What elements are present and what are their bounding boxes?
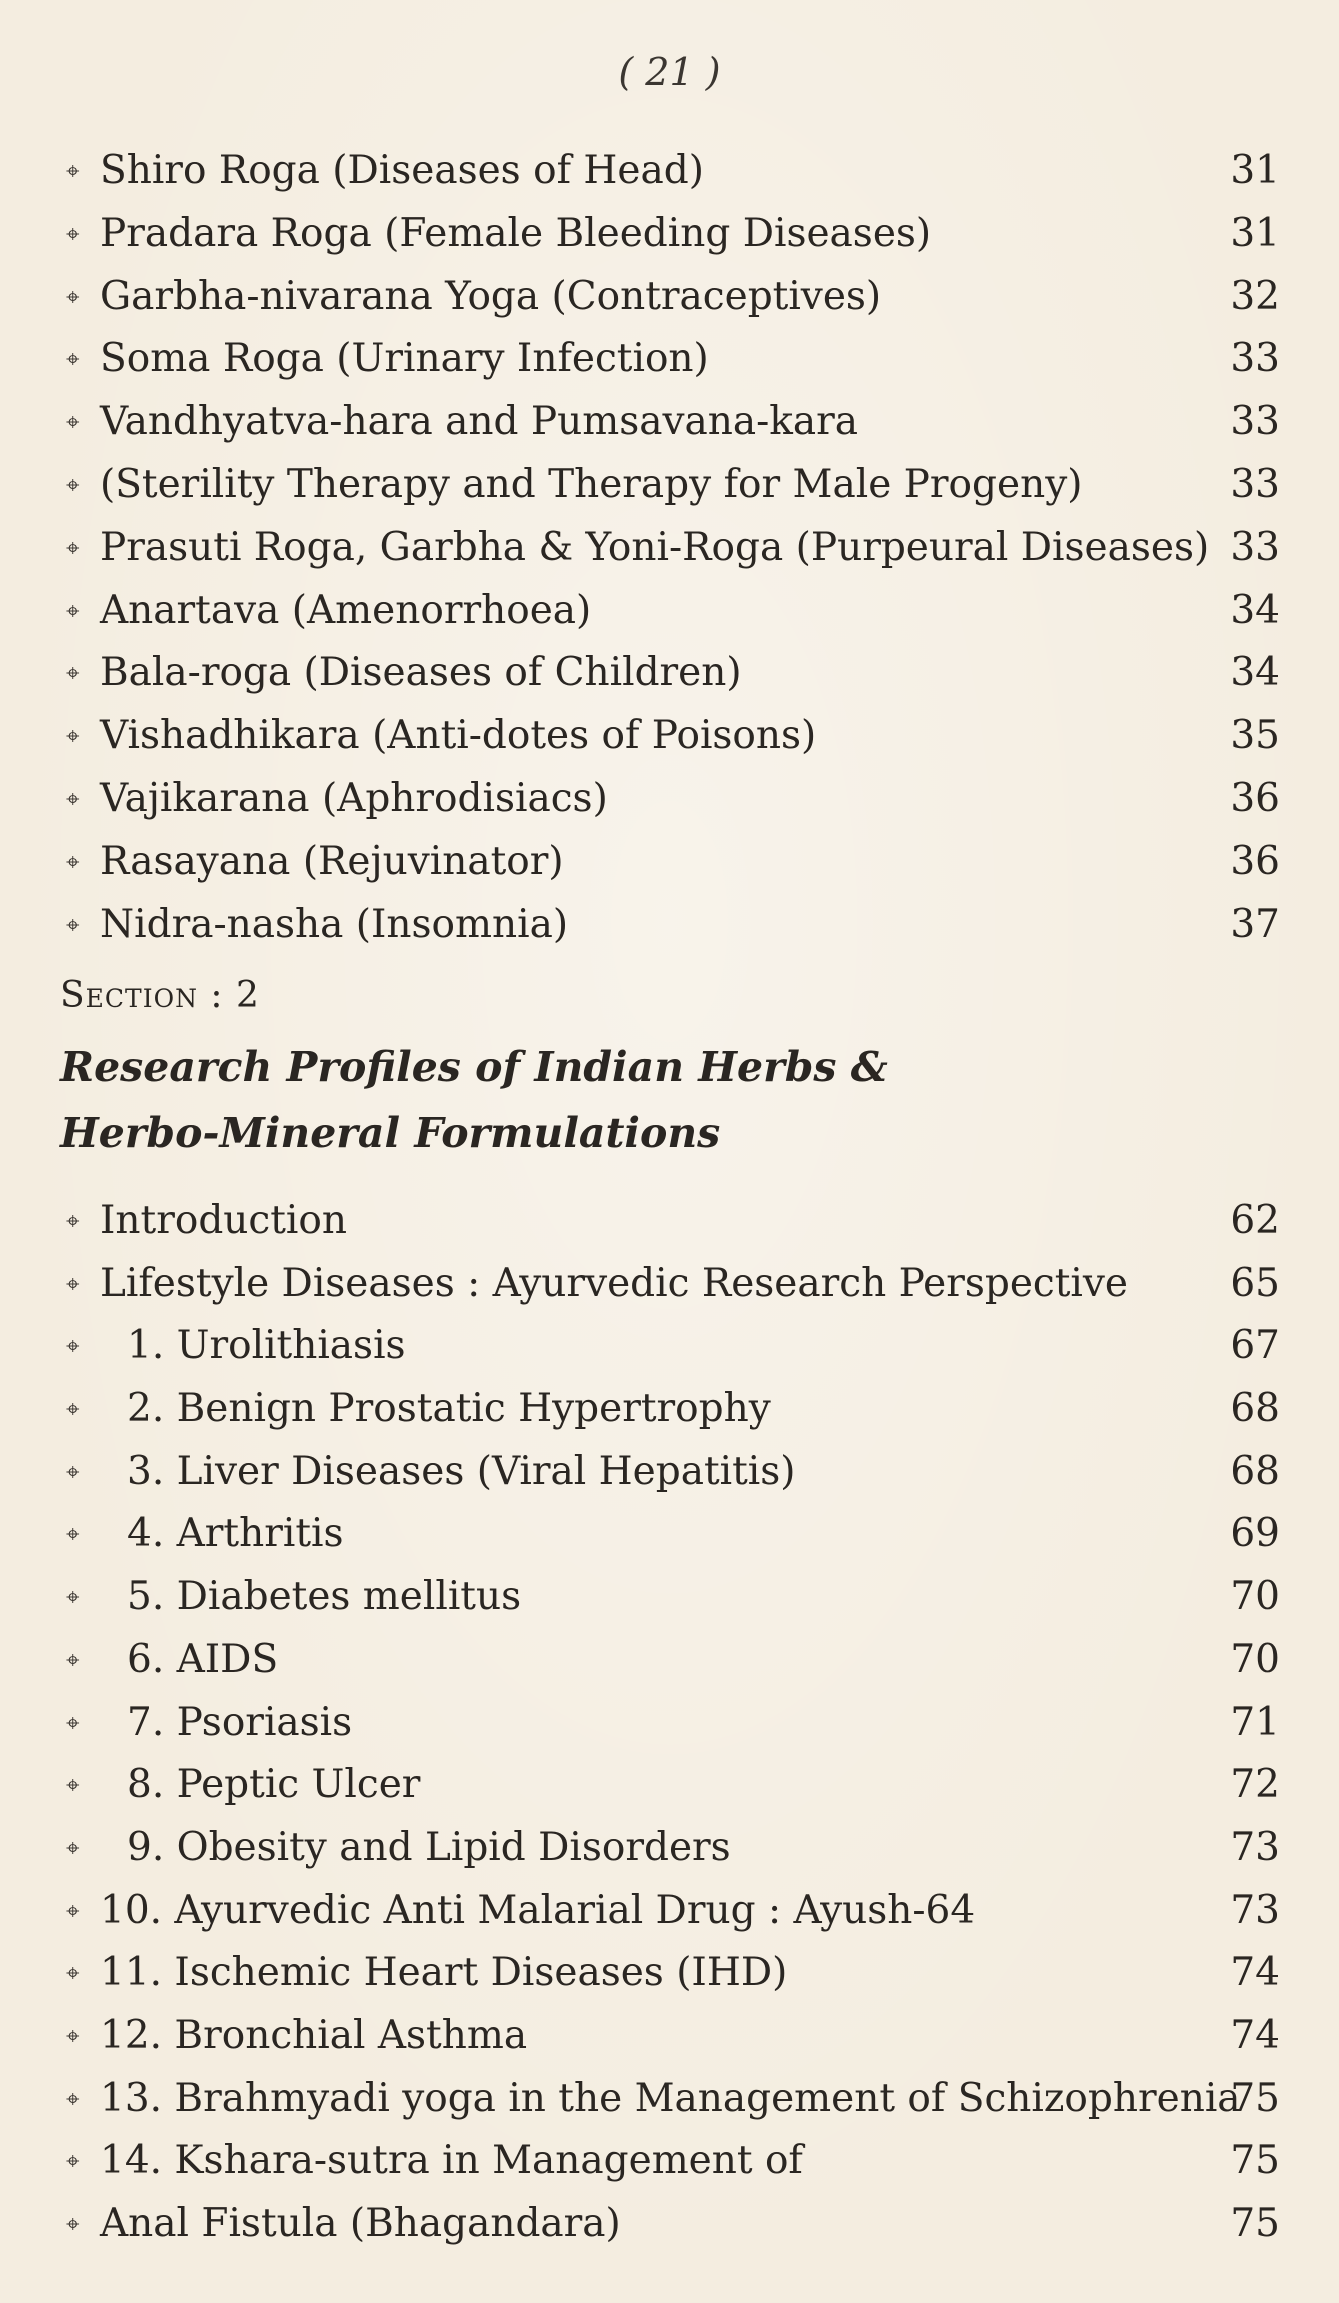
toc-entry-title: Vishadhikara (Anti-dotes of Poisons): [100, 713, 817, 759]
toc-entry-page: 32: [1230, 273, 1280, 319]
toc-entry-title: 1. Urolithiasis: [127, 1323, 406, 1369]
toc-entry-title: 3. Liver Diseases (Viral Hepatitis): [127, 1448, 796, 1494]
bullet-icon: ⌖: [66, 910, 80, 939]
toc-entry: [60, 454, 1280, 517]
bullet-icon: ⌖: [66, 1645, 80, 1674]
toc-entry: [60, 1378, 1280, 1441]
toc-entry-title: Garbha-nivarana Yoga (Contraceptives): [100, 273, 882, 319]
toc-entry-page: 71: [1230, 1699, 1280, 1745]
toc-entry: [60, 140, 1280, 203]
toc-entry-title: Lifestyle Diseases : Ayurvedic Research Perspective: [100, 1260, 1129, 1306]
toc-entry-page: 33: [1230, 336, 1280, 382]
toc-entry-page: 73: [1230, 1887, 1280, 1933]
toc-entry-title: 7. Psoriasis: [127, 1699, 353, 1745]
toc-entry-page: 67: [1230, 1323, 1280, 1369]
toc-entry-title: 10. Ayurvedic Anti Malarial Drug : Ayush-64: [100, 1887, 976, 1933]
bullet-icon: ⌖: [66, 2147, 80, 2176]
toc-entry-title: 8. Peptic Ulcer: [127, 1762, 421, 1808]
toc-entry-page: 75: [1230, 2201, 1280, 2246]
section-label: Section : 2: [60, 975, 260, 1016]
toc-entry: [60, 1190, 1280, 1253]
page-number: ( 21 ): [618, 50, 721, 94]
toc-entry: [60, 580, 1280, 643]
bullet-icon: ⌖: [66, 1708, 80, 1737]
toc-entry-title: Prasuti Roga, Garbha & Yoni-Roga (Purpeural Diseases): [100, 524, 1210, 570]
bullet-icon: ⌖: [66, 1771, 80, 1800]
bullet-icon: ⌖: [66, 157, 80, 185]
toc-entry-title: 13. Brahmyadi yoga in the Management of Schizophrenia: [100, 2075, 1241, 2121]
toc-entry-title: Bala-roga (Diseases of Children): [100, 650, 742, 696]
toc-entry-title: (Sterility Therapy and Therapy for Male Progeny): [100, 461, 1083, 507]
toc-entry-title: Introduction: [100, 1198, 347, 1243]
toc-entry-page: 75: [1230, 2075, 1280, 2121]
bullet-icon: ⌖: [66, 1833, 80, 1862]
toc-entry-page: 34: [1230, 650, 1280, 696]
bullet-icon: ⌖: [66, 345, 80, 374]
toc-entry-title: Soma Roga (Urinary Infection): [100, 336, 709, 382]
toc-entry: [60, 203, 1280, 266]
toc-entry: [60, 328, 1280, 391]
bullet-icon: ⌖: [66, 1269, 80, 1298]
bullet-icon: ⌖: [66, 1332, 80, 1361]
bullet-icon: ⌖: [66, 2084, 80, 2113]
toc-entry-page: 73: [1230, 1824, 1280, 1870]
toc-entry-title: Vajikarana (Aphrodisiacs): [100, 775, 608, 821]
bullet-icon: ⌖: [66, 533, 80, 562]
bullet-icon: ⌖: [66, 847, 80, 876]
toc-entry-page: 69: [1230, 1511, 1280, 1557]
toc-entry-title: Shiro Roga (Diseases of Head): [100, 148, 704, 193]
bullet-icon: ⌖: [66, 470, 80, 499]
toc-entry-title: 14. Kshara-sutra in Management of: [100, 2138, 803, 2184]
section-title: [60, 1034, 1260, 1166]
toc-entry: [60, 517, 1280, 580]
toc-entry-title: Anal Fistula (Bhagandara): [100, 2201, 621, 2246]
toc-entry-page: 31: [1230, 148, 1280, 193]
toc-entry-page: 74: [1230, 2012, 1280, 2058]
bullet-icon: ⌖: [66, 2210, 80, 2238]
section-title-line-1: Research Profiles of Indian Herbs &: [60, 1043, 888, 1091]
bullet-icon: ⌖: [66, 1896, 80, 1925]
toc-entry: [60, 831, 1280, 894]
toc-entry: [60, 2130, 1280, 2193]
toc-list-section-2: [60, 1190, 1280, 2256]
toc-entry-page: 70: [1230, 1636, 1280, 1682]
toc-entry-title: Nidra-nasha (Insomnia): [100, 901, 569, 947]
toc-entry-title: 11. Ischemic Heart Diseases (IHD): [100, 1950, 788, 1996]
toc-entry-page: 62: [1230, 1198, 1280, 1243]
toc-entry-page: 74: [1230, 1950, 1280, 1996]
bullet-icon: ⌖: [66, 1395, 80, 1424]
bullet-icon: ⌖: [66, 1959, 80, 1988]
toc-entry: [60, 1754, 1280, 1817]
toc-entry: [60, 2193, 1280, 2256]
toc-entry: [60, 391, 1280, 454]
toc-entry-title: 2. Benign Prostatic Hypertrophy: [127, 1386, 771, 1432]
toc-entry: [60, 894, 1280, 957]
toc-entry: [60, 1880, 1280, 1943]
toc-entry-page: 70: [1230, 1574, 1280, 1620]
bullet-icon: ⌖: [66, 1457, 80, 1486]
toc-entry-title: 5. Diabetes mellitus: [127, 1574, 522, 1620]
toc-entry-page: 33: [1230, 461, 1280, 507]
bullet-icon: ⌖: [66, 408, 80, 437]
toc-entry: [60, 1503, 1280, 1566]
toc-entry-page: 72: [1230, 1762, 1280, 1808]
toc-entry-title: 6. AIDS: [127, 1636, 279, 1682]
toc-entry-page: 36: [1230, 775, 1280, 821]
toc-entry-title: Anartava (Amenorrhoea): [100, 587, 592, 633]
toc-entry: [60, 2005, 1280, 2068]
bullet-icon: ⌖: [66, 282, 80, 311]
toc-entry-page: 75: [1230, 2138, 1280, 2184]
bullet-icon: ⌖: [66, 219, 80, 248]
toc-entry-page: 34: [1230, 587, 1280, 633]
toc-entry: [60, 768, 1280, 831]
toc-entry: [60, 266, 1280, 329]
toc-entry-page: 33: [1230, 399, 1280, 445]
toc-entry-title: Pradara Roga (Female Bleeding Diseases): [100, 210, 932, 256]
toc-entry-page: 33: [1230, 524, 1280, 570]
toc-list-section-1: [60, 140, 1280, 956]
toc-entry-title: 4. Arthritis: [127, 1511, 344, 1557]
toc-entry-page: 36: [1230, 838, 1280, 884]
section-title-line-2: Herbo-Mineral Formulations: [60, 1109, 721, 1157]
toc-entry-page: 68: [1230, 1448, 1280, 1494]
bullet-icon: ⌖: [66, 2021, 80, 2050]
toc-entry-title: Vandhyatva-hara and Pumsavana-kara: [100, 399, 859, 445]
toc-entry-title: 12. Bronchial Asthma: [100, 2012, 528, 2058]
toc-entry: [60, 2068, 1280, 2131]
toc-entry: [60, 1441, 1280, 1504]
toc-entry: [60, 642, 1280, 705]
bullet-icon: ⌖: [66, 1583, 80, 1612]
toc-entry: [60, 1817, 1280, 1880]
toc-entry: [60, 1566, 1280, 1629]
toc-entry-title: 9. Obesity and Lipid Disorders: [127, 1824, 731, 1870]
toc-entry: [60, 1315, 1280, 1378]
toc-entry-page: 31: [1230, 210, 1280, 256]
bullet-icon: ⌖: [66, 784, 80, 813]
toc-entry-page: 65: [1230, 1260, 1280, 1306]
bullet-icon: ⌖: [66, 596, 80, 625]
bullet-icon: ⌖: [66, 659, 80, 688]
toc-entry: [60, 705, 1280, 768]
bullet-icon: ⌖: [66, 1207, 80, 1235]
toc-entry: [60, 1629, 1280, 1692]
toc-entry-page: 68: [1230, 1386, 1280, 1432]
bullet-icon: ⌖: [66, 722, 80, 751]
toc-entry: [60, 1692, 1280, 1755]
toc-entry: [60, 1253, 1280, 1316]
toc-entry-page: 35: [1230, 713, 1280, 759]
toc-entry-title: Rasayana (Rejuvinator): [100, 838, 564, 884]
bullet-icon: ⌖: [66, 1520, 80, 1549]
toc-entry-page: 37: [1230, 901, 1280, 947]
toc-entry: [60, 1942, 1280, 2005]
